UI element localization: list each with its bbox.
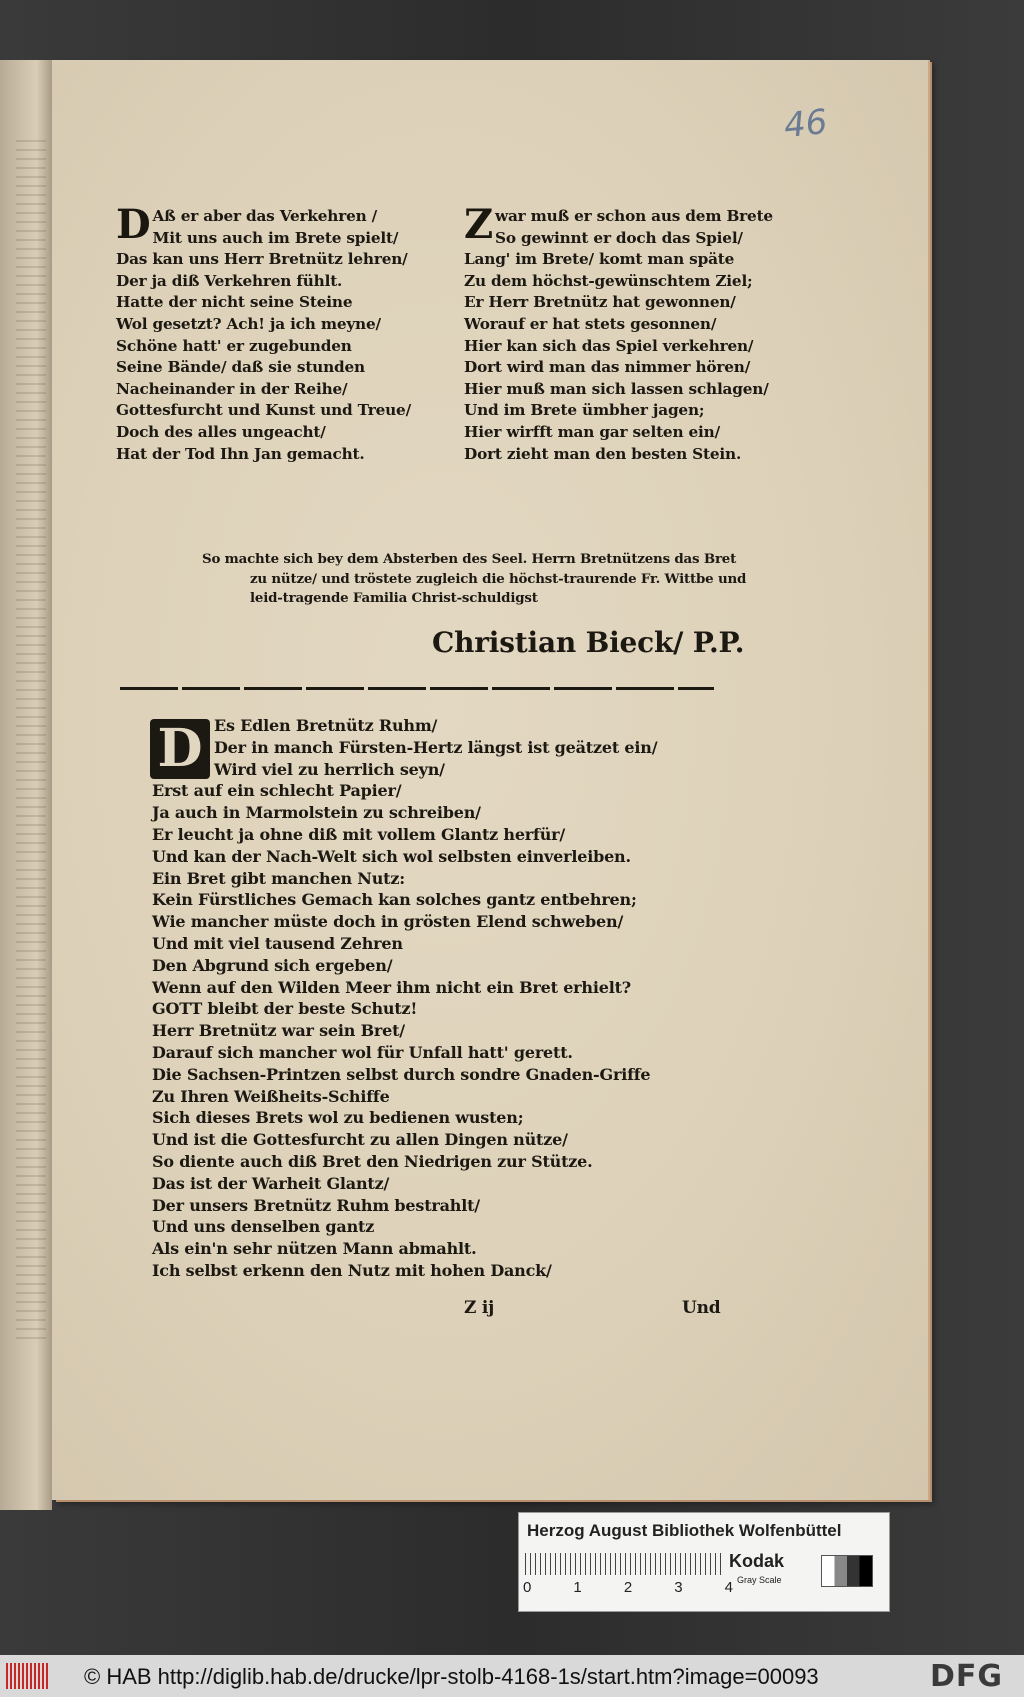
poem-line: Die Sachsen-Printzen selbst durch sondre Gnaden-Griffe: [152, 1064, 651, 1084]
dedication-line: leid-tragende Familia Christ-schuldigst: [250, 590, 538, 606]
dedication-line: So machte sich bey dem Absterben des Seel. Herrn Bretnützens das Bret: [202, 551, 737, 567]
poem-line: Sich dieses Brets wol zu bedienen wusten;: [152, 1108, 524, 1128]
document-page: [52, 60, 928, 1500]
poem-line: Hatte der nicht seine Steine: [116, 293, 353, 312]
library-name: Herzog August Bibliothek Wolfenbüttel: [527, 1521, 842, 1540]
facing-page-edge: [0, 60, 52, 1510]
poem-line: Ja auch in Marmolstein zu schreiben/: [152, 803, 481, 823]
poem-line: Lang' im Brete/ komt man späte: [464, 250, 735, 269]
author-signature: Christian Bieck/ P.P.: [432, 626, 745, 659]
first-poem: [114, 201, 773, 546]
ruler-numbers: [523, 1579, 733, 1596]
poem-line: Und im Brete ümbher jagen;: [464, 401, 705, 420]
poem-line: Den Abgrund sich ergeben/: [152, 955, 393, 975]
dfg-logo: DFG: [930, 1659, 1004, 1694]
handwritten-page-number: 46: [782, 101, 830, 147]
poem-line: Und mit viel tausend Zehren: [152, 933, 403, 953]
poem-line: Wol gesetzt? Ach! ja ich meyne/: [116, 314, 381, 333]
poem-line: Dort wird man das nimmer hören/: [464, 358, 751, 377]
ruler-number: 3: [674, 1579, 683, 1596]
ornamental-initial: D: [150, 719, 210, 779]
poem-line: Schöne hatt' er zugebunden: [116, 336, 352, 355]
ruler-number: 0: [523, 1579, 532, 1596]
poem-left-column: [116, 201, 411, 465]
poem-line: So gewinnt er doch das Spiel/: [495, 228, 743, 247]
second-poem: [152, 715, 752, 1282]
poem-line: Ein Bret gibt manchen Nutz:: [152, 868, 405, 888]
poem-line: GOTT bleibt der beste Schutz!: [152, 999, 418, 1019]
poem-line: Und uns denselben gantz: [152, 1217, 375, 1237]
poem-line: Wie mancher müste doch in grösten Elend schweben/: [152, 912, 624, 932]
poem-line: Hier kan sich das Spiel verkehren/: [464, 336, 754, 355]
poem-line: war muß er schon aus dem Brete: [495, 207, 773, 225]
gray-scale-swatch: [821, 1555, 873, 1587]
kodak-logo: Kodak: [729, 1551, 785, 1571]
poem-line: So diente auch diß Bret den Niedrigen zur Stütze.: [152, 1151, 593, 1171]
facing-page-text-edge: [16, 140, 46, 1340]
library-color-card: [518, 1512, 890, 1612]
poem-line: Der unsers Bretnütz Ruhm bestrahlt/: [152, 1195, 480, 1215]
poem-line: Hat der Tod Ihn Jan gemacht.: [116, 444, 365, 463]
ruler-number: 4: [724, 1579, 733, 1596]
poem-line: Hier muß man sich lassen schlagen/: [464, 379, 769, 398]
poem-line: Und kan der Nach-Welt sich wol selbsten einverleiben.: [152, 846, 631, 866]
poem-line: Und ist die Gottesfurcht zu allen Dingen nütze/: [152, 1130, 568, 1150]
poem-line: Nacheinander in der Reihe/: [116, 379, 348, 398]
dedication-line: zu nütze/ und tröstete zugleich die höchst-traurende Fr. Wittbe und: [250, 570, 747, 587]
poem-line: Kein Fürstliches Gemach kan solches gantz entbehren;: [152, 890, 637, 910]
poem-line: Es Edlen Bretnütz Ruhm/: [214, 716, 438, 735]
poem-line: Mit uns auch im Brete spielt/: [152, 228, 399, 247]
poem-line: Worauf er hat stets gesonnen/: [464, 314, 717, 333]
poem-line: Das ist der Warheit Glantz/: [152, 1173, 390, 1193]
drop-capital: Z: [464, 201, 493, 248]
ruler-number: 2: [623, 1579, 633, 1596]
poem-line: Hier wirfft man gar selten ein/: [464, 422, 720, 441]
dedication: [202, 550, 762, 609]
poem-right-column: [464, 201, 773, 465]
poem-line: Er Herr Bretnütz hat gewonnen/: [464, 293, 736, 312]
barcode-icon: [6, 1663, 48, 1689]
poem-line: Wenn auf den Wilden Meer ihm nicht ein Bret erhielt?: [152, 977, 631, 997]
poem-line: Doch des alles ungeacht/: [116, 422, 326, 441]
poem-line: Zu dem höchst-gewünschtem Ziel;: [464, 271, 753, 290]
catchword: Und: [682, 1298, 721, 1318]
poem-line: Aß er aber das Verkehren /: [152, 207, 378, 225]
poem-line: Er leucht ja ohne diß mit vollem Glantz herfür/: [152, 824, 566, 844]
poem-line: Ich selbst erkenn den Nutz mit hohen Danck/: [152, 1260, 552, 1280]
poem-line: Herr Bretnütz war sein Bret/: [152, 1021, 405, 1041]
poem-line: Wird viel zu herrlich seyn/: [214, 759, 445, 779]
poem-line: Seine Bände/ daß sie stunden: [116, 358, 365, 377]
poem-line: Der in manch Fürsten-Hertz längst ist geätzet ein/: [214, 737, 658, 757]
poem-line: Zu Ihren Weißheits-Schiffe: [152, 1086, 390, 1106]
divider-rule: [120, 687, 714, 690]
poem-line: Das kan uns Herr Bretnütz lehren/: [116, 250, 408, 269]
ruler-scale: [525, 1553, 725, 1575]
poem-line: Als ein'n sehr nützen Mann abmahlt.: [152, 1239, 477, 1259]
poem-line: Erst auf ein schlecht Papier/: [152, 781, 402, 801]
poem-line: Gottesfurcht und Kunst und Treue/: [116, 401, 411, 420]
poem-line: Darauf sich mancher wol für Unfall hatt' gerett.: [152, 1042, 573, 1062]
drop-capital: D: [116, 201, 151, 248]
source-url[interactable]: © HAB http://diglib.hab.de/drucke/lpr-stolb-4168-1s/start.htm?image=00093: [84, 1664, 819, 1689]
footer-bar: [0, 1655, 1024, 1697]
poem-line: Dort zieht man den besten Stein.: [464, 444, 742, 463]
signature-mark: Z ij: [464, 1298, 495, 1318]
ruler-number: 1: [573, 1579, 582, 1596]
poem-line: Der ja diß Verkehren fühlt.: [116, 271, 343, 290]
gray-scale-label: Gray Scale: [737, 1575, 782, 1585]
